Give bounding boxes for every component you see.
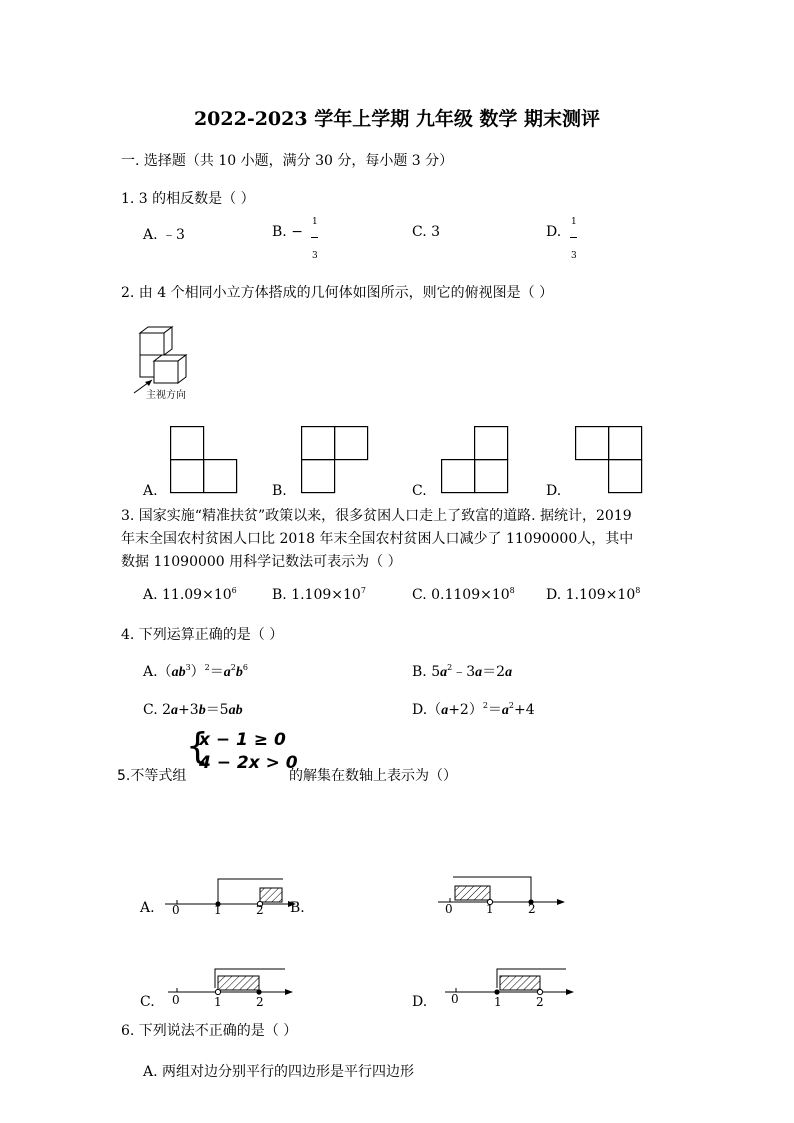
- q5-c-tick-0: 0: [172, 993, 180, 1007]
- q2-option-c[interactable]: C.: [412, 483, 427, 499]
- q5-b-tick-0: 0: [445, 902, 453, 916]
- q1-b-fraction-denominator: 3: [312, 251, 318, 261]
- q5-prefix: 5.不等式组: [117, 768, 187, 784]
- q5-d-tick-1: 1: [494, 995, 502, 1009]
- q4-option-a[interactable]: $A.(ab^3)^2=a^2b^6$: [143, 663, 248, 680]
- q5-b-tick-1: 1: [486, 902, 494, 916]
- q4-option-c[interactable]: C. 2a+3b＝5ab: [143, 702, 243, 718]
- q5-a-tick-1: 1: [214, 903, 222, 917]
- q3-option-a[interactable]: A. $11.09\times 10^6$: [143, 586, 237, 603]
- q5-brace: {: [186, 726, 209, 767]
- q5-option-b[interactable]: B.: [290, 900, 305, 916]
- q5-option-a[interactable]: A.: [140, 900, 155, 916]
- q5-inequality-1: x − 1 ≥ 0: [199, 730, 286, 750]
- q5-a-tick-2: 2: [256, 903, 264, 917]
- q4-option-d[interactable]: $D.(a+2)^2=a^2+4$: [412, 701, 535, 718]
- q5-b-tick-2: 2: [528, 902, 536, 916]
- q3-line-2: 年末全国农村贫困人口比 2018 年末全国农村贫困人口减少了 11090000人，其中: [121, 531, 634, 547]
- q2-option-b-figure: [301, 426, 369, 494]
- q1-d-fraction-bar: [570, 237, 577, 238]
- q1-d-fraction-numerator: 1: [571, 217, 577, 227]
- q5-c-tick-2: 2: [256, 995, 264, 1009]
- q1-d-fraction-denominator: 3: [571, 251, 577, 261]
- q5-option-c-numberline: [163, 960, 303, 1010]
- q1-option-a[interactable]: A. ﹣3: [143, 227, 185, 243]
- q5-option-d-numberline: [440, 960, 580, 1010]
- q5-d-tick-2: 2: [536, 995, 544, 1009]
- q2-stem: 2. 由 4 个相同小立方体搭成的几何体如图所示，则它的俯视图是（ ）: [121, 285, 554, 301]
- section-heading: 一. 选择题（共 10 小题，满分 30 分，每小题 3 分）: [121, 153, 454, 169]
- q6-stem: 6. 下列说法不正确的是（ ）: [121, 1023, 298, 1039]
- q5-option-a-numberline: [160, 872, 300, 922]
- q2-option-d-figure: [575, 426, 643, 494]
- q1-stem: 1. 3 的相反数是（ ）: [121, 191, 255, 207]
- q6-option-a[interactable]: A. 两组对边分别平行的四边形是平行四边形: [143, 1064, 415, 1080]
- q5-option-c[interactable]: C.: [140, 994, 155, 1010]
- q5-a-tick-0: 0: [172, 903, 180, 917]
- q2-option-a[interactable]: A.: [143, 483, 158, 499]
- q4-option-b[interactable]: B. $5a^2﹣3a=2a$: [412, 663, 513, 680]
- q5-d-tick-0: 0: [451, 992, 459, 1006]
- q3-line-1: 3. 国家实施“精准扶贫”政策以来，很多贫困人口走上了致富的道路. 据统计，2019: [121, 508, 632, 524]
- q5-inequality-2: 4 − 2x > 0: [199, 753, 298, 773]
- q3-option-c[interactable]: C. $0.1109\times 10^8$: [412, 586, 515, 603]
- q5-suffix: 的解集在数轴上表示为（）: [289, 768, 457, 784]
- q1-b-fraction-bar: [311, 237, 318, 238]
- q3-line-3: 数据 11090000 用科学记数法可表示为（ ）: [121, 554, 402, 570]
- q4-stem: 4. 下列运算正确的是（ ）: [121, 627, 284, 643]
- q1-option-d[interactable]: D.: [546, 224, 562, 240]
- q3-option-b[interactable]: B. $1.109\times 10^7$: [272, 586, 366, 603]
- q2-option-b[interactable]: B.: [272, 483, 287, 499]
- q1-b-fraction-numerator: 1: [312, 217, 318, 227]
- view-direction-label: 主视方向: [146, 390, 186, 401]
- q1-option-c[interactable]: C. 3: [412, 224, 441, 240]
- page-title: 2022-2023 学年上学期 九年级 数学 期末测评: [193, 108, 601, 130]
- q3-option-d[interactable]: D. $1.109\times 10^8$: [546, 586, 641, 603]
- q1-option-b[interactable]: B. −: [272, 224, 303, 240]
- q5-option-d[interactable]: D.: [412, 994, 428, 1010]
- q5-c-tick-1: 1: [214, 995, 222, 1009]
- q2-option-c-figure: [441, 426, 509, 494]
- q2-option-d[interactable]: D.: [546, 483, 562, 499]
- q5-option-b-numberline: [433, 870, 573, 920]
- q2-option-a-figure: [170, 426, 238, 494]
